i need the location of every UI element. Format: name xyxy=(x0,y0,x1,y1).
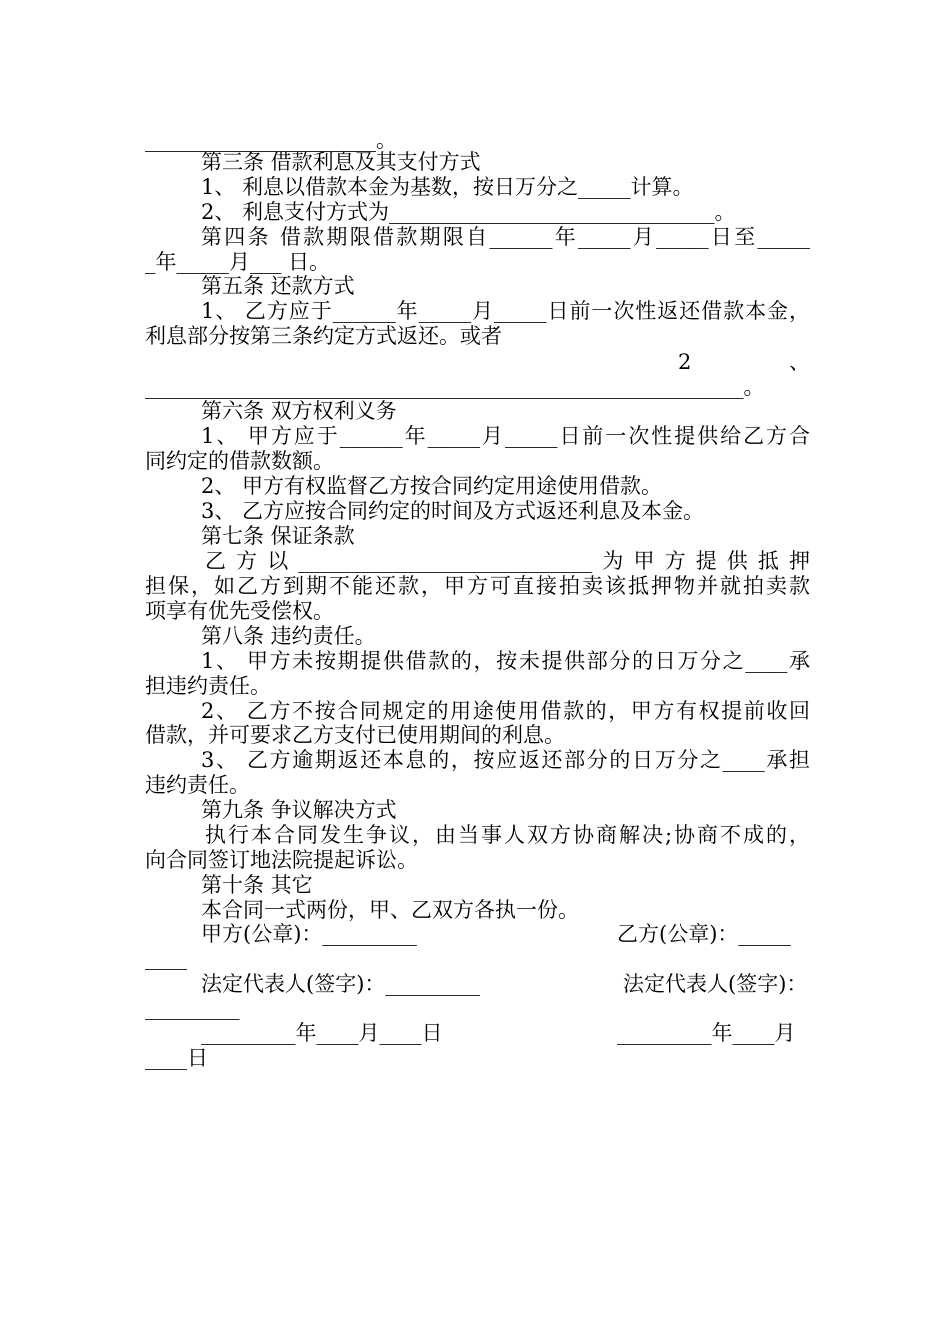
text-line: _年_____月___ 日。 xyxy=(145,250,331,274)
text-line: ____日 xyxy=(145,1046,208,1070)
text-line: 1、 利息以借款本金为基数，按日万分之_____计算。 xyxy=(201,175,694,199)
party-b-seal-field: 乙方(公章)：_____ xyxy=(617,922,791,946)
article-3-heading: 第三条 借款利息及其支付方式 xyxy=(201,150,481,174)
party-a-seal-field: 甲方(公章)：_________ xyxy=(201,922,417,946)
article-5-heading: 第五条 还款方式 xyxy=(201,274,355,298)
text-line: 3、 乙方应按合同约定的时间及方式返还利息及本金。 xyxy=(201,499,705,523)
article-6-heading: 第六条 双方权利义务 xyxy=(201,399,397,423)
text-line: 向合同签订地法院提起诉讼。 xyxy=(145,848,418,872)
article-7-heading: 第七条 保证条款 xyxy=(201,524,355,548)
text-line: ______________________。 xyxy=(145,128,397,152)
text-line: 乙方以____________________________为甲方提供抵押 xyxy=(205,549,810,573)
party-a-date-field: _________年____月____日 xyxy=(201,1021,443,1045)
text-line: 担保，如乙方到期不能还款，甲方可直接拍卖该抵押物并就拍卖款 xyxy=(145,574,810,598)
text-line: ____ xyxy=(145,946,187,970)
text-line: 2、 甲方有权监督乙方按合同约定用途使用借款。 xyxy=(201,474,663,498)
party-a-representative-field: 法定代表人(签字)：_________ xyxy=(201,972,480,996)
article-9-heading: 第九条 争议解决方式 xyxy=(201,798,397,822)
text-line: 1、 乙方应于______年_____月_____日前一次性返还借款本金， xyxy=(201,299,810,323)
text-line: _________________________________________________________。 xyxy=(145,375,765,399)
text-line: 2、 利息支付方式为_______________________________。 xyxy=(201,200,736,224)
party-b-representative-field: 法定代表人(签字)： xyxy=(623,972,808,996)
text-line: 3、 乙方逾期返还本息的，按应返还部分的日万分之____承担 xyxy=(201,748,810,772)
text-line: 2、 乙方不按合同规定的用途使用借款的，甲方有权提前收回 xyxy=(201,699,810,723)
text-line: 1、 甲方应于______年_____月_____日前一次性提供给乙方合 xyxy=(201,424,810,448)
party-b-date-field: _________年____月 xyxy=(617,1021,796,1045)
article-10-heading: 第十条 其它 xyxy=(201,873,313,897)
text-line: 同约定的借款数额。 xyxy=(145,449,334,473)
text-line: 担违约责任。 xyxy=(145,674,271,698)
text-line: 执行本合同发生争议，由当事人双方协商解决;协商不成的， xyxy=(205,823,810,847)
article-8-heading: 第八条 违约责任。 xyxy=(201,624,376,648)
text-line: 项享有优先受偿权。 xyxy=(145,599,334,623)
text-line: 利息部分按第三条约定方式返还。或者 xyxy=(145,324,502,348)
article-4-heading: 第四条 借款期限借款期限自______年_____月_____日至_____ xyxy=(201,225,810,249)
text-line: 1、 甲方未按期提供借款的，按未提供部分的日万分之____承 xyxy=(201,649,810,673)
text-fragment: 、 xyxy=(789,350,810,374)
text-line: 借款，并可要求乙方支付已使用期间的利息。 xyxy=(145,723,565,747)
text-line: 本合同一式两份，甲、乙双方各执一份。 xyxy=(201,898,579,922)
text-line: _________ xyxy=(145,996,240,1020)
text-fragment: 2 xyxy=(678,350,692,374)
text-line: 违约责任。 xyxy=(145,773,250,797)
